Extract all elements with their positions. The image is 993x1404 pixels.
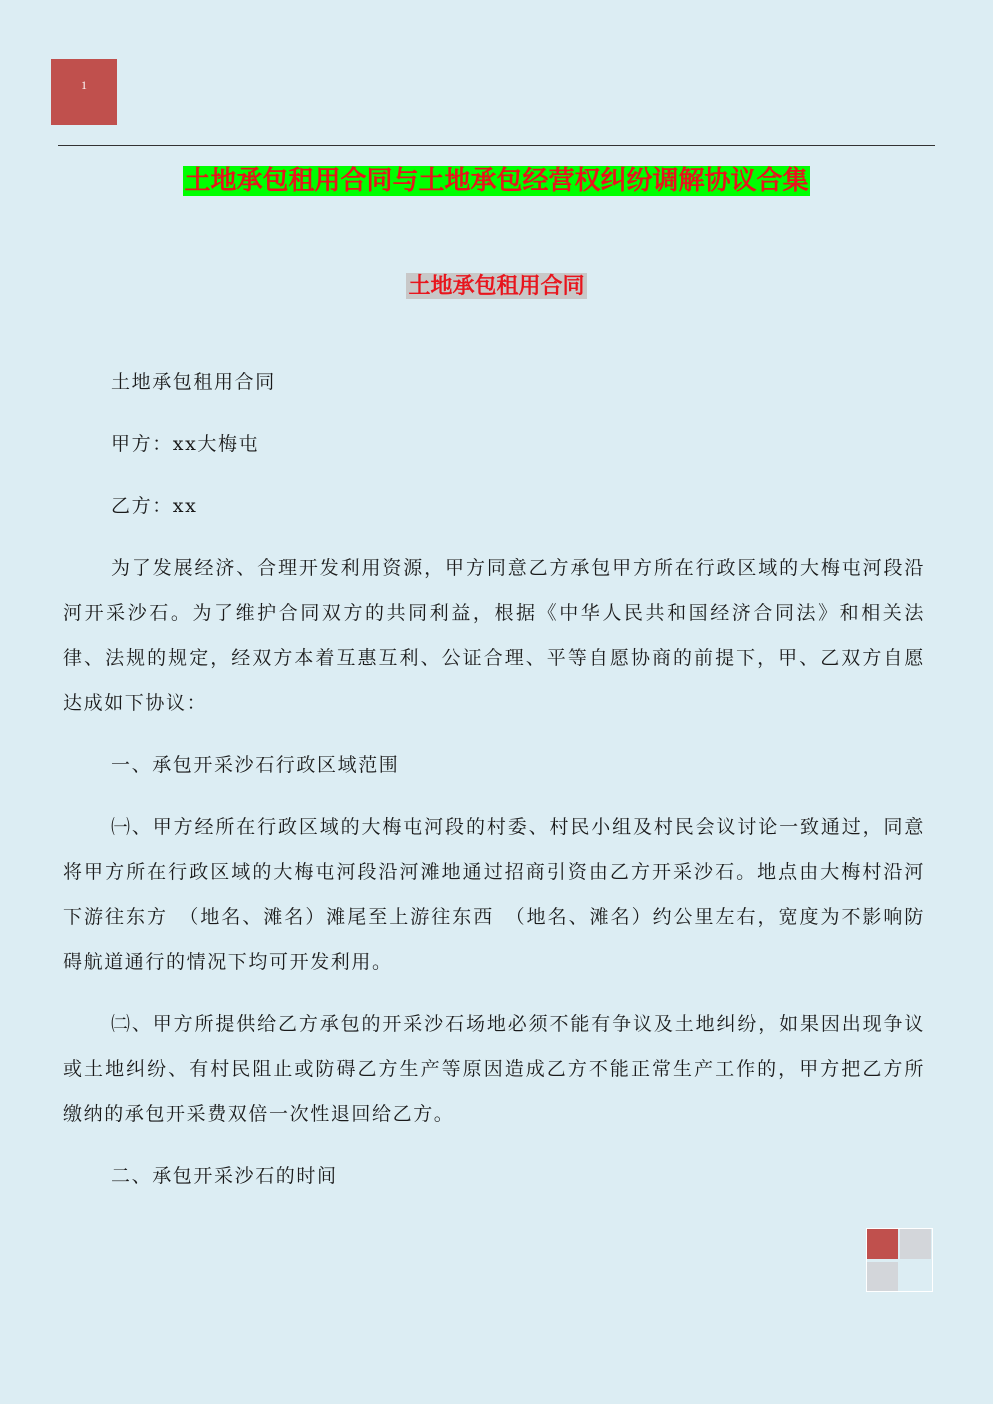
clause-heading-2: 二、承包开采沙石的时间 bbox=[111, 1165, 338, 1187]
party-a: 甲方：xx大梅屯 bbox=[111, 433, 260, 455]
document-title bbox=[0, 162, 993, 200]
page-number: 1 bbox=[81, 78, 87, 92]
clause-1-item-2: ㈡、甲方所提供给乙方承包的开采沙石场地必须不能有争议及土地纠纷，如果因出现争议或土地纠纷、有村民阻止或防碍乙方生产等原因造成乙方不能正常生产工作的，甲方把乙方所缴纳的承包开采费双倍一次性退回给乙方。 bbox=[63, 1013, 925, 1125]
page-number-badge bbox=[51, 59, 117, 125]
section-title bbox=[0, 269, 993, 303]
party-b: 乙方：xx bbox=[111, 495, 198, 517]
corner-frame bbox=[866, 1228, 933, 1292]
header-divider bbox=[58, 145, 935, 146]
corner-decoration bbox=[866, 1228, 933, 1292]
clause-heading-1: 一、承包开采沙石行政区域范围 bbox=[111, 754, 400, 776]
clause-1-item-1: ㈠、甲方经所在行政区域的大梅屯河段的村委、村民小组及村民会议讨论一致通过，同意将甲方所在行政区域的大梅屯河段沿河滩地通过招商引资由乙方开采沙石。地点由大梅村沿河下游往东方 （地名、滩名）滩尾至上游往东西 （地名、滩名）约公里左右，宽度为不影响防碍航道通行的情况下均可开发利用。 bbox=[63, 816, 925, 973]
document-body bbox=[63, 360, 925, 1216]
document-title-text: 土地承包租用合同与土地承包经营权纠纷调解协议合集 bbox=[184, 166, 809, 196]
section-title-text: 土地承包租用合同 bbox=[408, 273, 585, 299]
contract-heading: 土地承包租用合同 bbox=[111, 371, 276, 393]
preamble-paragraph: 为了发展经济、合理开发利用资源，甲方同意乙方承包甲方所在行政区域的大梅屯河段沿河开采沙石。为了维护合同双方的共同利益，根据《中华人民共和国经济合同法》和相关法律、法规的规定，经双方本着互惠互利、公证合理、平等自愿协商的前提下，甲、乙双方自愿达成如下协议： bbox=[63, 557, 925, 714]
